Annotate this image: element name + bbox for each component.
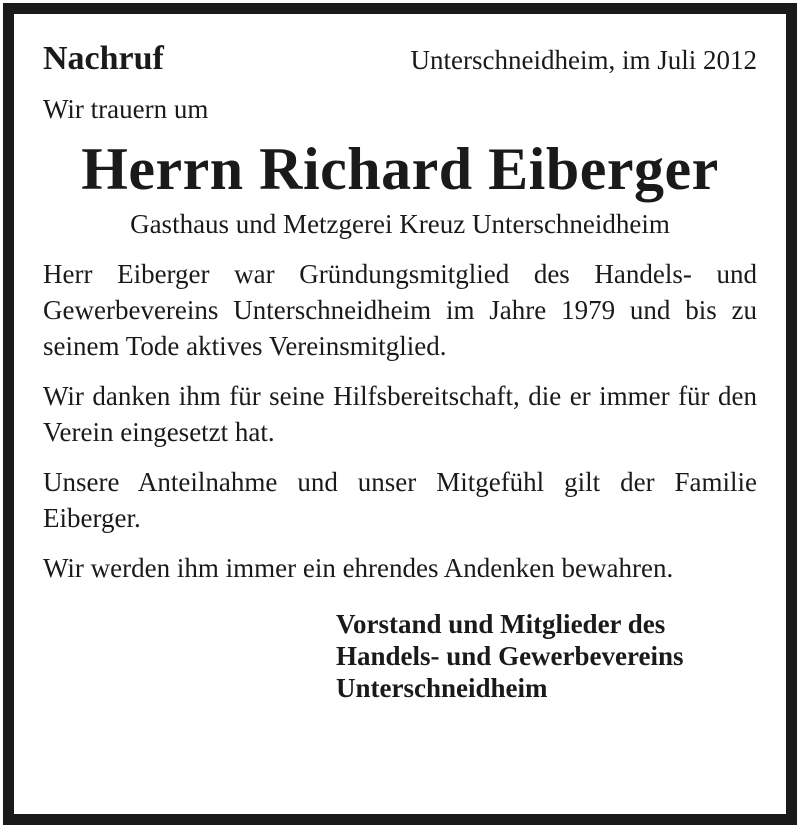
- paragraph-thanks: Wir danken ihm für seine Hilfsbereitschaft, die er immer für den Verein eingesetzt hat.: [43, 381, 757, 447]
- paragraph-membership: Herr Eiberger war Gründungsmitglied des Handels- und Gewerbevereins Unterschneidheim im Jahre 1979 und bis zu seinem Tode aktives Vereinsmitglied.: [43, 259, 757, 361]
- intro-text: Wir trauern um: [43, 94, 209, 124]
- paragraph-condolences: Unsere Anteilnahme und unser Mitgefühl gilt der Familie Eiberger.: [43, 467, 757, 533]
- business-name: Gasthaus und Metzgerei Kreuz Unterschneidheim: [130, 209, 670, 239]
- signature-block: [336, 608, 757, 704]
- header-row: [43, 40, 757, 84]
- signature-line: Handels- und Gewerbevereins: [336, 641, 684, 671]
- obituary-title: Nachruf: [43, 40, 164, 77]
- paragraph-remembrance: Wir werden ihm immer ein ehrendes Andenken bewahren.: [43, 553, 674, 583]
- place-date: Unterschneidheim, im Juli 2012: [410, 45, 757, 75]
- obituary-content: [43, 40, 757, 704]
- obituary-frame: [3, 3, 797, 825]
- signature-line: Vorstand und Mitglieder des: [336, 609, 666, 639]
- deceased-name: Herrn Richard Eiberger: [81, 136, 719, 202]
- signature-line: Unterschneidheim: [336, 673, 548, 703]
